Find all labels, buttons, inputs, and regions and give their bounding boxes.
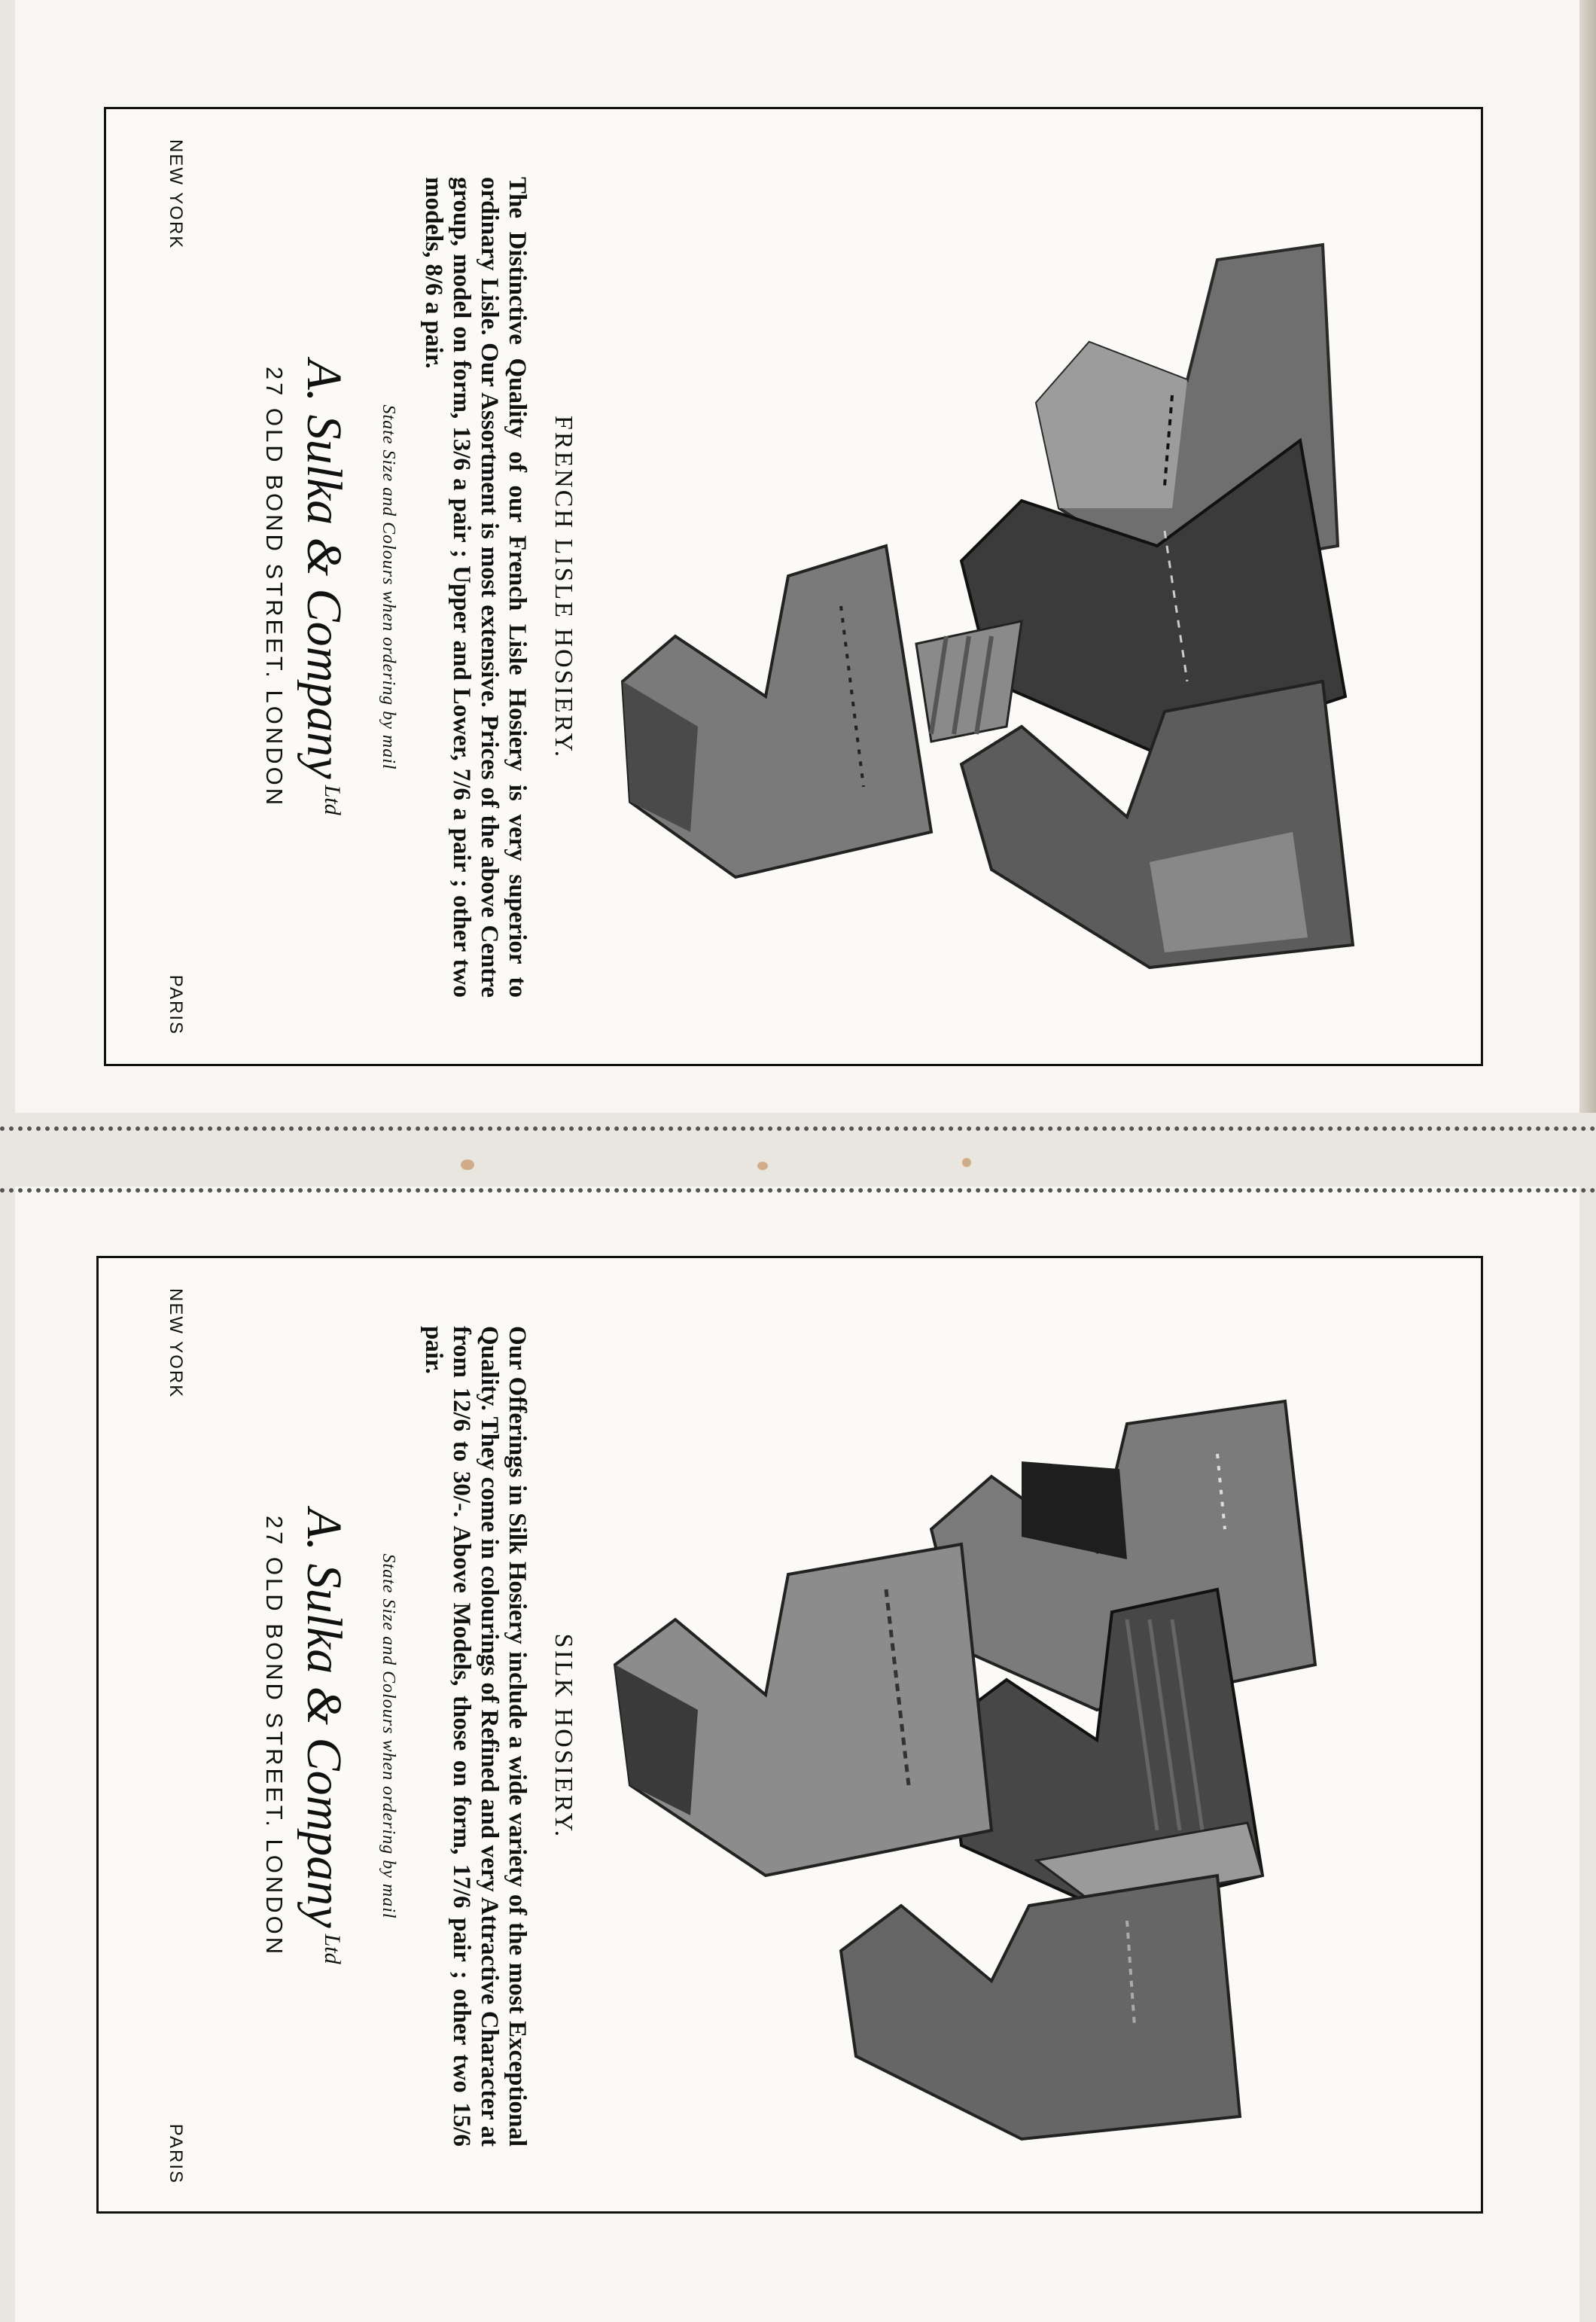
paper-stain [461,1159,474,1170]
brand-logo [295,177,352,998]
shop-address: 27 OLD BOND STREET. LONDON [261,366,288,809]
city-new-york: NEW YORK [166,1288,186,1399]
advert-text [260,177,577,998]
city-paris: PARIS [166,974,186,1035]
page-heading: SILK HOSIERY. [550,1633,577,1839]
brand-suffix: Ltd [320,1933,345,1964]
brand-name: A. Sulka & Company [297,359,352,779]
city-new-york: NEW YORK [166,139,186,250]
advert-text [260,1326,577,2147]
ordering-note: State Size and Colours when ordering by mail [379,1553,398,1919]
advert-body: Our Offerings in Silk Hosiery include a wide variety of the most Exceptional Quality. They come in colourings of Refined and very Attractive Character at from 12/6 to 30/-. Above Models, those on form, 17/6 pair ; other two 15/6 pair. [420,1326,531,2147]
advert-frame-silk [96,1256,1483,2214]
perforation-line [0,1126,1596,1131]
page-heading: FRENCH LISLE HOSIERY. [550,415,577,760]
shop-address: 27 OLD BOND STREET. LONDON [261,1515,288,1958]
page-edge [1579,0,1596,1113]
sock-photograph [600,1303,1413,2166]
paper-stain [962,1158,971,1167]
city-paris: PARIS [166,2123,186,2184]
paper-stain [757,1162,768,1170]
perforation-line [0,1188,1596,1193]
advert-frame-french-lisle [104,107,1483,1066]
brand-suffix: Ltd [320,785,345,815]
advert-body: The Distinctive Quality of our French Lisle Hosiery is very superior to ordinary Lisle. Our Assortment is most extensive. Prices of the above Centre group, model on form, 13/6 a pair ; Upper and Lower, 7/6 a pair ; other two models, 8/6 a pair. [420,177,531,998]
brand-name: A. Sulka & Company [297,1508,352,1928]
sock-photograph [600,154,1413,1017]
brand-logo [295,1326,352,2147]
ordering-note: State Size and Colours when ordering by mail [379,404,398,770]
